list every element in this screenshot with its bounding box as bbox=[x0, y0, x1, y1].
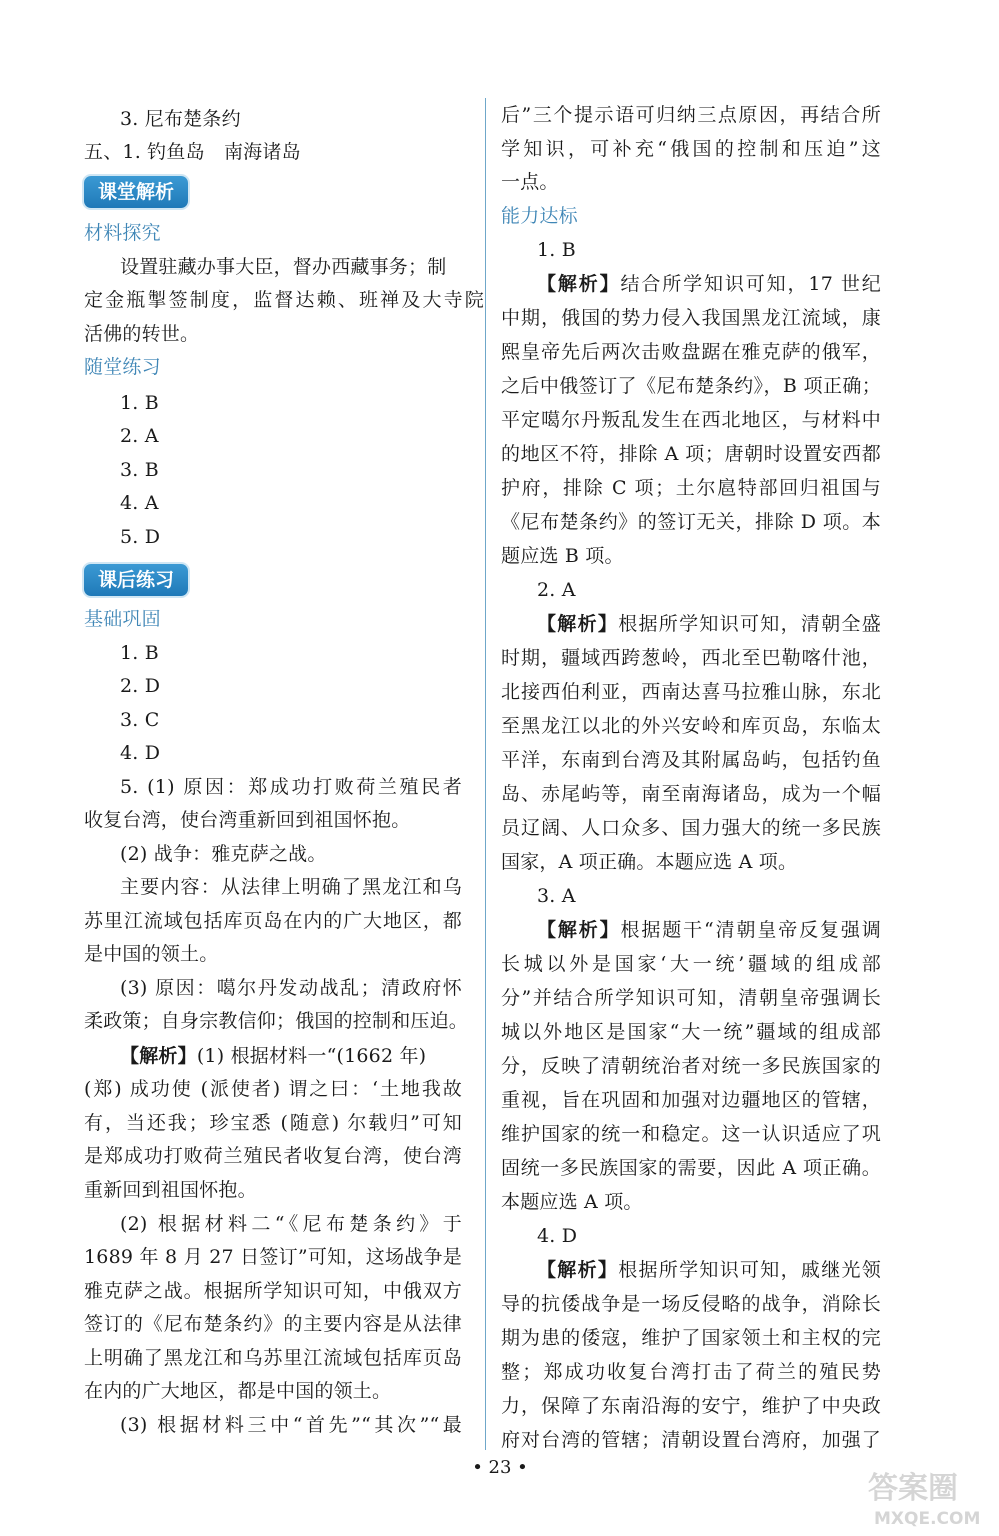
text-line: 一点。 bbox=[501, 171, 559, 193]
text-line: 《尼布楚条约》的签订无关，排除 D 项。本 bbox=[501, 511, 881, 533]
answer-line: 4. D bbox=[120, 742, 161, 764]
text-line: 导的抗倭战争是一场反侵略的战争，消除长 bbox=[501, 1293, 881, 1315]
section-banner-kehou: 课后练习 bbox=[84, 564, 188, 596]
text-line: 【解析】根据题干“清朝皇帝反复强调 bbox=[537, 919, 881, 941]
text-line: 主要内容：从法律上明确了黑龙江和乌 bbox=[120, 876, 462, 898]
answer-line: 4. D bbox=[537, 1225, 578, 1247]
text-line: 城以外地区是国家“大一统”疆域的组成部 bbox=[501, 1021, 881, 1043]
answer-line: 3. 尼布楚条约 bbox=[120, 108, 241, 130]
text-line: 中期，俄国的势力侵入我国黑龙江流域，康 bbox=[501, 307, 881, 329]
jiexi-label: 【解析】 bbox=[120, 1045, 197, 1067]
text-line: 员辽阔、人口众多、国力强大的统一多民族 bbox=[501, 817, 881, 839]
answer-line: 3. C bbox=[120, 709, 160, 731]
section-banner-ketang: 课堂解析 bbox=[84, 176, 188, 208]
text-line: 【解析】(1) 根据材料一“(1662 年) bbox=[120, 1045, 427, 1067]
text-line: 题应选 B 项。 bbox=[501, 545, 624, 567]
jiexi-label: 【解析】 bbox=[537, 1259, 619, 1281]
text-line: (郑) 成功使 (派使者) 谓之曰：‘土地我故 bbox=[84, 1078, 462, 1100]
text-line: 护府，排除 C 项；土尔扈特部回归祖国与 bbox=[501, 477, 881, 499]
answer-line: 2. A bbox=[537, 579, 576, 601]
text-line: 5. (1) 原因：郑成功打败荷兰殖民者 bbox=[120, 776, 462, 798]
page-number: • 23 • bbox=[472, 1457, 528, 1478]
text-line: 熙皇帝先后两次击败盘踞在雅克萨的俄军， bbox=[501, 341, 881, 363]
text-line: 收复台湾，使台湾重新回到祖国怀抱。 bbox=[84, 809, 411, 831]
subheading-suitang: 随堂练习 bbox=[84, 356, 161, 378]
text-line: 维护国家的统一和稳定。这一认识适应了巩 bbox=[501, 1123, 881, 1145]
answer-line: 5. D bbox=[120, 526, 161, 548]
text-line: 的地区不符，排除 A 项；唐朝时设置安西都 bbox=[501, 443, 881, 465]
text-line: 【解析】根据所学知识可知，清朝全盛 bbox=[537, 613, 881, 635]
watermark-text: 答案圈 bbox=[868, 1471, 958, 1506]
text-line: 府对台湾的管辖；清朝设置台湾府，加强了 bbox=[501, 1429, 881, 1451]
text-line: 分，反映了清朝统治者对统一多民族国家的 bbox=[501, 1055, 881, 1077]
text-line: 固统一多民族国家的需要，因此 A 项正确。 bbox=[501, 1157, 881, 1179]
subheading-nengli: 能力达标 bbox=[501, 205, 578, 227]
answer-line: 4. A bbox=[120, 492, 159, 514]
answer-line: 五、1. 钓鱼岛 南海诸岛 bbox=[84, 141, 301, 163]
text-line: 有，当还我；珍宝悉 (随意) 尔载归”可知 bbox=[84, 1112, 462, 1134]
text-line: 重视，旨在巩固和加强对边疆地区的管辖， bbox=[501, 1089, 881, 1111]
text-line: 分”并结合所学知识可知，清朝皇帝强调长 bbox=[501, 987, 881, 1009]
answer-line: 3. A bbox=[537, 885, 576, 907]
text-line: 定金瓶掣签制度，监督达赖、班禅及大寺院 bbox=[84, 289, 484, 311]
text-line: 1689 年 8 月 27 日签订”可知，这场战争是 bbox=[84, 1246, 462, 1268]
text-line: 活佛的转世。 bbox=[84, 323, 200, 345]
subheading-cailiao: 材料探究 bbox=[84, 222, 161, 244]
subheading-jichu: 基础巩固 bbox=[84, 608, 161, 630]
answer-line: 3. B bbox=[120, 459, 159, 481]
text-line: 柔政策；自身宗教信仰；俄国的控制和压迫。 bbox=[84, 1010, 469, 1032]
text-line: 平定噶尔丹叛乱发生在西北地区，与材料中 bbox=[501, 409, 881, 431]
text-line: 本题应选 A 项。 bbox=[501, 1191, 643, 1213]
jiexi-label: 【解析】 bbox=[537, 919, 621, 941]
text-line: (2) 战争：雅克萨之战。 bbox=[120, 843, 327, 865]
text-line: 上明确了黑龙江和乌苏里江流域包括库页岛 bbox=[84, 1347, 462, 1369]
text-line: 签订的《尼布楚条约》的主要内容是从法律 bbox=[84, 1313, 462, 1335]
text-line: 岛、赤尾屿等，南至南海诸岛，成为一个幅 bbox=[501, 783, 881, 805]
text-line: 雅克萨之战。根据所学知识可知，中俄双方 bbox=[84, 1280, 462, 1302]
text-line: 在内的广大地区，都是中国的领土。 bbox=[84, 1380, 392, 1402]
text-line: 苏里江流域包括库页岛在内的广大地区，都 bbox=[84, 910, 462, 932]
watermark-logo bbox=[860, 1462, 995, 1532]
answer-line: 1. B bbox=[120, 642, 159, 664]
answer-line: 2. A bbox=[120, 425, 159, 447]
text-line: 重新回到祖国怀抱。 bbox=[84, 1179, 257, 1201]
jiexi-label: 【解析】 bbox=[537, 273, 621, 295]
text-line: 设置驻藏办事大臣，督办西藏事务；制 bbox=[120, 256, 447, 278]
text-line: 学知识，可补充“俄国的控制和压迫”这 bbox=[501, 138, 881, 160]
text-line: (2) 根据材料二“《尼布楚条约》于 bbox=[120, 1213, 462, 1235]
text-line: 整；郑成功收复台湾打击了荷兰的殖民势 bbox=[501, 1361, 881, 1383]
text-line: 国家，A 项正确。本题应选 A 项。 bbox=[501, 851, 798, 873]
text-line: (3) 原因：噶尔丹发动战乱；清政府怀 bbox=[120, 977, 462, 999]
text-line: 平洋，东南到台湾及其附属岛屿，包括钓鱼 bbox=[501, 749, 881, 771]
watermark-url: MXQE.COM bbox=[874, 1509, 981, 1529]
text-line: 是郑成功打败荷兰殖民者收复台湾，使台湾 bbox=[84, 1145, 462, 1167]
jiexi-label: 【解析】 bbox=[537, 613, 619, 635]
answer-line: 2. D bbox=[120, 675, 161, 697]
text-line: 是中国的领土。 bbox=[84, 943, 219, 965]
answer-line: 1. B bbox=[120, 392, 159, 414]
answer-line: 1. B bbox=[537, 239, 576, 261]
text-line: 期为患的倭寇，维护了国家领土和主权的完 bbox=[501, 1327, 881, 1349]
column-divider bbox=[485, 98, 486, 1450]
text-line: 至黑龙江以北的外兴安岭和库页岛，东临太 bbox=[501, 715, 881, 737]
text-line: 力，保障了东南沿海的安宁，维护了中央政 bbox=[501, 1395, 881, 1417]
text-line: 之后中俄签订了《尼布楚条约》，B 项正确； bbox=[501, 375, 881, 397]
text-line: 【解析】结合所学知识可知，17 世纪 bbox=[537, 273, 881, 295]
text-line: (3) 根据材料三中“首先”“其次”“最 bbox=[120, 1414, 462, 1436]
text-line: 长城以外是国家‘大一统’疆域的组成部 bbox=[501, 953, 881, 975]
text-line: 北接西伯利亚，西南达喜马拉雅山脉，东北 bbox=[501, 681, 881, 703]
text-line: 【解析】根据所学知识可知，戚继光领 bbox=[537, 1259, 881, 1281]
text-line: 后”三个提示语可归纳三点原因，再结合所 bbox=[501, 104, 881, 126]
text-line: 时期，疆域西跨葱岭，西北至巴勒喀什池， bbox=[501, 647, 881, 669]
